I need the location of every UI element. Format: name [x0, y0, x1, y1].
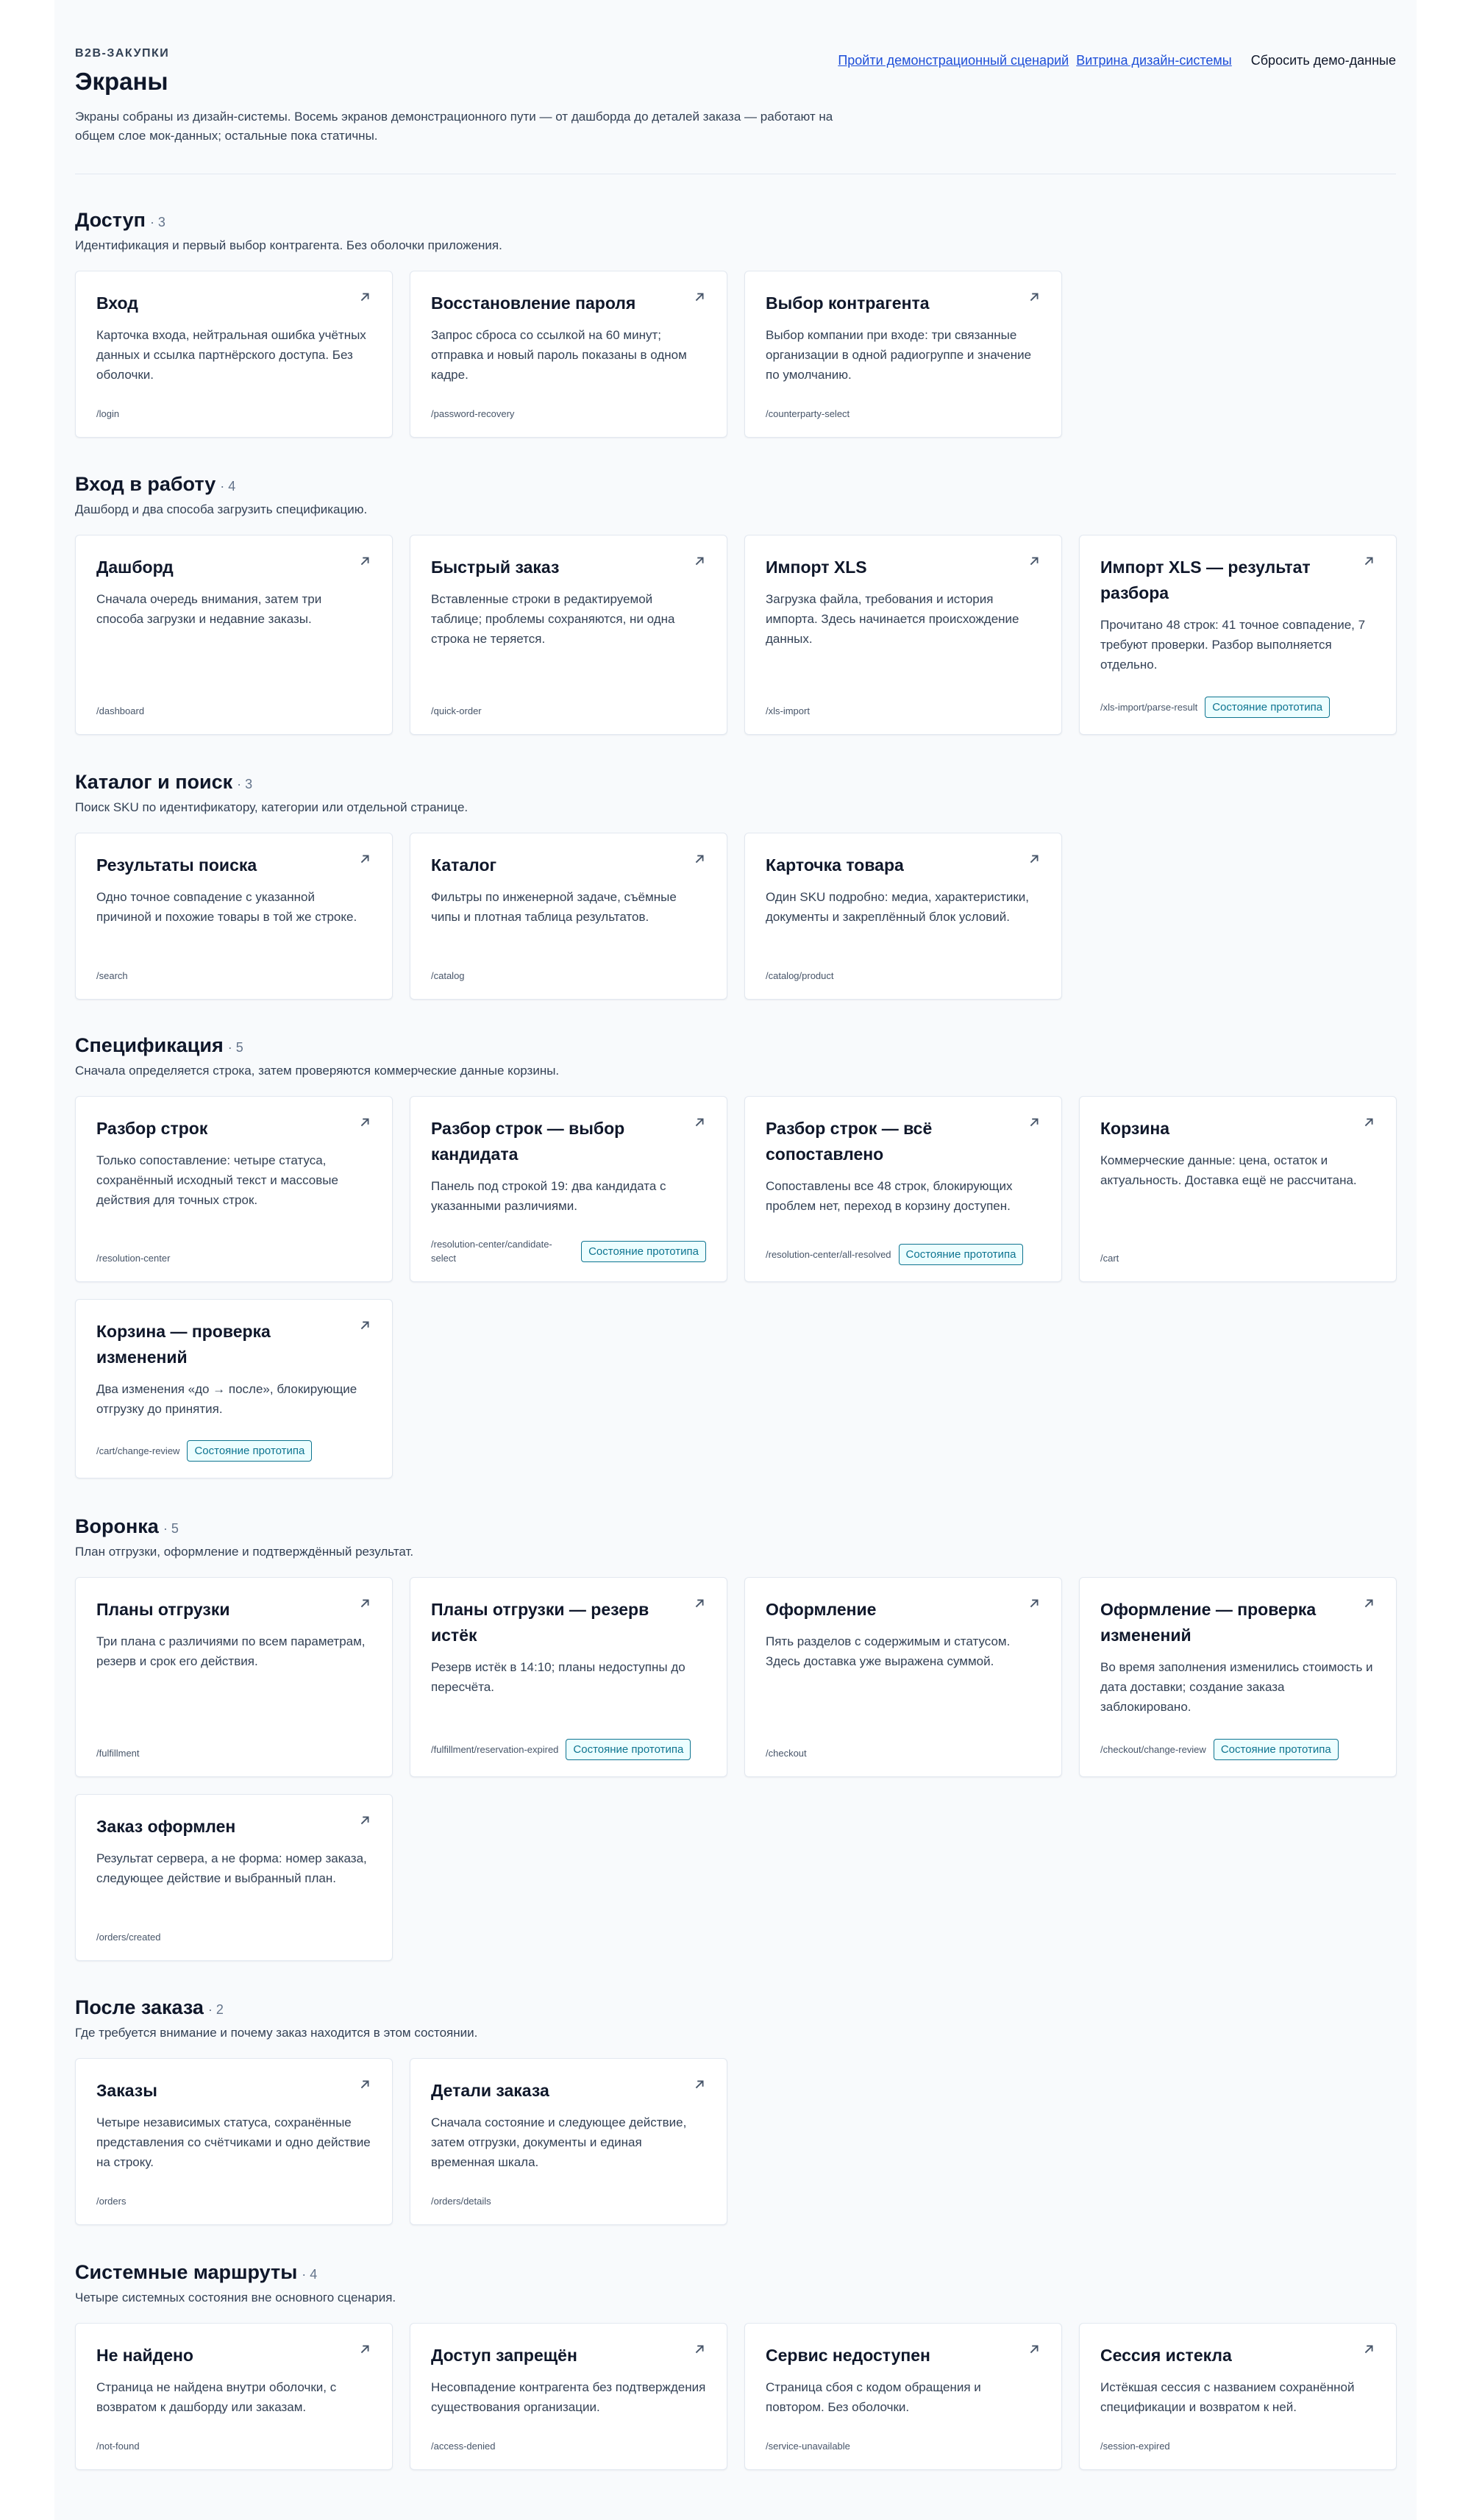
screen-card-not-found[interactable]: [75, 2323, 393, 2470]
card-title: Заказы: [96, 2081, 157, 2100]
card-footer: [431, 406, 706, 421]
card-title: Разбор строк — всё сопоставлено: [766, 1119, 933, 1164]
card-description: Страница сбоя с кодом обращения и повтором. Без оболочки.: [766, 2380, 981, 2414]
screen-card-password-recovery[interactable]: [410, 271, 727, 438]
card-title: Сессия истекла: [1100, 2346, 1232, 2365]
section-count: · 3: [237, 777, 253, 791]
prototype-state-badge: Состояние прототипа: [187, 1440, 312, 1462]
card-route: /orders/details: [431, 2195, 491, 2207]
card-grid: [75, 271, 1396, 438]
arrow-up-right-icon: [357, 2076, 373, 2093]
card-route: /service-unavailable: [766, 2440, 850, 2452]
section-count: · 5: [227, 1040, 243, 1055]
prototype-state-badge: Состояние прототипа: [581, 1241, 706, 1262]
section-title-text: Вход в работу: [75, 473, 216, 495]
arrow-up-right-icon: [691, 1114, 708, 1131]
card-footer: [96, 406, 371, 421]
arrow-up-right-icon: [691, 1595, 708, 1612]
screen-card-cart[interactable]: [1079, 1096, 1397, 1282]
card-footer: [1100, 1739, 1375, 1760]
card-footer: [1100, 2438, 1375, 2453]
arrow-up-right-icon: [1026, 2341, 1042, 2357]
card-footer: [766, 703, 1041, 718]
arrow-up-right-icon: [1361, 1114, 1377, 1131]
section-description: План отгрузки, оформление и подтверждённый результат.: [75, 1545, 414, 1559]
card-footer: [96, 968, 371, 983]
card-description: Четыре независимых статуса, сохранённые представления со счётчиками и одно действие на строку.: [96, 2115, 371, 2169]
card-route: /counterparty-select: [766, 407, 850, 419]
card-footer: [1100, 697, 1375, 718]
screen-card-counterparty-select[interactable]: [744, 271, 1062, 438]
section-title: [75, 771, 1396, 794]
section-count: · 4: [220, 479, 236, 494]
card-description: Пять разделов с содержимым и статусом. Здесь доставка уже выражена суммой.: [766, 1634, 1011, 1668]
card-description: Два изменения «до → после», блокирующие отгрузку до принятия.: [96, 1382, 357, 1416]
section-title: [75, 209, 1396, 232]
card-route: /checkout: [766, 1747, 807, 1759]
section-title-text: Системные маршруты: [75, 2261, 298, 2283]
card-title: Выбор контрагента: [766, 293, 930, 313]
card-title: Разбор строк: [96, 1119, 208, 1138]
screen-card-checkout[interactable]: [744, 1577, 1062, 1777]
screen-card-dashboard[interactable]: [75, 535, 393, 735]
card-description: Запрос сброса со ссылкой на 60 минут; отправка и новый пароль показаны в одном кадре.: [431, 328, 687, 382]
card-route: /orders/created: [96, 1931, 161, 1943]
card-title: Импорт XLS: [766, 558, 867, 577]
section-count: · 3: [149, 215, 165, 229]
prototype-state-badge: Состояние прототипа: [899, 1244, 1024, 1265]
header-actions: [830, 53, 1396, 68]
card-grid: [75, 535, 1396, 735]
card-route: /fulfillment: [96, 1747, 140, 1759]
demo-scenario-link[interactable]: Пройти демонстрационный сценарий: [838, 53, 1069, 68]
section-title-text: Доступ: [75, 209, 146, 231]
card-title: Дашборд: [96, 558, 174, 577]
section-title: [75, 1515, 1396, 1538]
card-description: Истёкшая сессия с названием сохранённой спецификации и возвратом к ней.: [1100, 2380, 1355, 2414]
card-footer: [766, 968, 1041, 983]
section-description: Дашборд и два способа загрузить спецификацию.: [75, 502, 368, 516]
screen-card-quick-order[interactable]: [410, 535, 727, 735]
arrow-up-right-icon: [357, 553, 373, 569]
card-route: /resolution-center/candidate-select: [431, 1239, 552, 1264]
arrow-up-right-icon: [1026, 1595, 1042, 1612]
section-specification: [75, 1034, 1396, 1478]
card-title: Каталог: [431, 855, 497, 875]
card-route: /resolution-center: [96, 1252, 171, 1264]
section-count: · 2: [207, 2002, 224, 2017]
design-system-link[interactable]: Витрина дизайн-системы: [1076, 53, 1232, 68]
arrow-up-right-icon: [691, 2341, 708, 2357]
section-title: [75, 2261, 1396, 2284]
card-footer: [766, 1745, 1041, 1760]
card-route: /not-found: [96, 2440, 140, 2452]
card-route: /cart/change-review: [96, 1445, 180, 1456]
prototype-state-badge: Состояние прототипа: [566, 1739, 691, 1760]
arrow-up-right-icon: [1361, 1595, 1377, 1612]
card-title: Оформление: [766, 1600, 877, 1619]
card-grid: [75, 2058, 1396, 2225]
section-description: Четыре системных состояния вне основного сценария.: [75, 2291, 396, 2304]
card-title: Карточка товара: [766, 855, 904, 875]
screen-card-xls-parse-result[interactable]: [1079, 535, 1397, 735]
card-description: Во время заполнения изменились стоимость и дата доставки; создание заказа заблокировано.: [1100, 1660, 1373, 1714]
arrow-up-right-icon: [1026, 1114, 1042, 1131]
card-route: /checkout/change-review: [1100, 1744, 1206, 1755]
section-title: [75, 1034, 1396, 1057]
section-catalog-search: [75, 771, 1396, 1000]
arrow-up-right-icon: [357, 1317, 373, 1334]
card-footer: [431, 1237, 706, 1265]
card-route: /xls-import/parse-result: [1100, 702, 1198, 713]
screen-card-orders[interactable]: [75, 2058, 393, 2225]
card-title: Детали заказа: [431, 2081, 549, 2100]
card-footer: [96, 1745, 371, 1760]
card-footer: [431, 1739, 706, 1760]
card-title: Оформление — проверка изменений: [1100, 1600, 1317, 1645]
card-footer: [431, 2193, 706, 2208]
card-grid: [75, 1096, 1396, 1478]
card-description: Коммерческие данные: цена, остаток и актуальность. Доставка ещё не рассчитана.: [1100, 1153, 1357, 1187]
card-title: Планы отгрузки — резерв истёк: [431, 1600, 649, 1645]
card-footer: [766, 2438, 1041, 2453]
prototype-state-badge: Состояние прототипа: [1205, 697, 1330, 718]
screen-card-order-details[interactable]: [410, 2058, 727, 2225]
card-footer: [96, 1250, 371, 1265]
screen-card-catalog[interactable]: [410, 833, 727, 1000]
section-title-text: Каталог и поиск: [75, 771, 233, 793]
reset-demo-button[interactable]: Сбросить демо-данные: [1250, 53, 1396, 68]
card-description: Вставленные строки в редактируемой таблице; проблемы сохраняются, ни одна строка не теряется.: [431, 592, 675, 646]
prototype-state-badge: Состояние прототипа: [1214, 1739, 1339, 1760]
screen-card-checkout-change-review[interactable]: [1079, 1577, 1397, 1777]
arrow-up-right-icon: [1361, 553, 1377, 569]
section-system-routes: [75, 2261, 1396, 2470]
card-title: Быстрый заказ: [431, 558, 560, 577]
card-title: Вход: [96, 293, 138, 313]
screen-card-session-expired[interactable]: [1079, 2323, 1397, 2470]
arrow-up-right-icon: [1026, 851, 1042, 867]
card-footer: [431, 703, 706, 718]
card-footer: [96, 2438, 371, 2453]
card-route: /cart: [1100, 1252, 1119, 1264]
card-description: Несовпадение контрагента без подтверждения существования организации.: [431, 2380, 706, 2414]
section-count: · 4: [302, 2267, 318, 2282]
screen-card-all-resolved[interactable]: [744, 1096, 1062, 1282]
card-title: Сервис недоступен: [766, 2346, 930, 2365]
screen-card-order-created[interactable]: [75, 1794, 393, 1961]
card-description: Загрузка файла, требования и история импорта. Здесь начинается происхождение данных.: [766, 592, 1019, 646]
section-title-text: Воронка: [75, 1515, 159, 1537]
section-description: Идентификация и первый выбор контрагента. Без оболочки приложения.: [75, 238, 502, 252]
card-route: /catalog: [431, 969, 465, 981]
card-title: Не найдено: [96, 2346, 193, 2365]
section-title-text: Спецификация: [75, 1034, 224, 1056]
card-description: Панель под строкой 19: два кандидата с указанными различиями.: [431, 1179, 666, 1213]
arrow-up-right-icon: [357, 289, 373, 305]
card-description: Одно точное совпадение с указанной причиной и похожие товары в той же строке.: [96, 890, 357, 924]
screen-card-cart-change-review[interactable]: [75, 1299, 393, 1478]
card-route: /resolution-center/all-resolved: [766, 1249, 891, 1260]
card-route: /session-expired: [1100, 2440, 1170, 2452]
card-footer: [96, 1929, 371, 1944]
card-description: Прочитано 48 строк: 41 точное совпадение, 7 требуют проверки. Разбор выполняется отдельно.: [1100, 618, 1366, 672]
card-footer: [766, 1244, 1041, 1265]
page-header: [75, 0, 1396, 175]
section-title: [75, 1996, 1396, 2019]
eyebrow: B2B-ЗАКУПКИ: [75, 47, 170, 60]
card-description: Сопоставлены все 48 строк, блокирующих проблем нет, переход в корзину доступен.: [766, 1179, 1013, 1213]
screen-card-search-results[interactable]: [75, 833, 393, 1000]
screen-card-resolution-center[interactable]: [75, 1096, 393, 1282]
screen-card-product[interactable]: [744, 833, 1062, 1000]
card-title: Результаты поиска: [96, 855, 257, 875]
screen-card-fulfillment[interactable]: [75, 1577, 393, 1777]
card-title: Заказ оформлен: [96, 1817, 236, 1836]
arrow-up-right-icon: [357, 1114, 373, 1131]
card-title: Корзина: [1100, 1119, 1170, 1138]
card-title: Планы отгрузки: [96, 1600, 230, 1619]
arrow-up-right-icon: [357, 1595, 373, 1612]
section-getting-started: [75, 473, 1396, 735]
section-description: Поиск SKU по идентификатору, категории или отдельной странице.: [75, 800, 469, 814]
card-title: Разбор строк — выбор кандидата: [431, 1119, 625, 1164]
card-title: Корзина — проверка изменений: [96, 1322, 271, 1367]
card-title: Доступ запрещён: [431, 2346, 577, 2365]
card-route: /quick-order: [431, 705, 482, 716]
card-description: Карточка входа, нейтральная ошибка учётных данных и ссылка партнёрского доступа. Без оболочки.: [96, 328, 366, 382]
card-footer: [1100, 1250, 1375, 1265]
card-footer: [431, 2438, 706, 2453]
card-route: /orders: [96, 2195, 127, 2207]
arrow-up-right-icon: [1026, 289, 1042, 305]
page-container: [54, 0, 1417, 2520]
card-title: Восстановление пароля: [431, 293, 636, 313]
section-description: Где требуется внимание и почему заказ находится в этом состоянии.: [75, 2026, 478, 2040]
section-after-order: [75, 1996, 1396, 2225]
card-description: Резерв истёк в 14:10; планы недоступны до пересчёта.: [431, 1660, 685, 1694]
content-wrapper: [75, 0, 1396, 2452]
screen-card-access-denied[interactable]: [410, 2323, 727, 2470]
card-description: Только сопоставление: четыре статуса, сохранённый исходный текст и массовые действия для точных строк.: [96, 1153, 338, 1207]
page-title: Экраны: [75, 68, 168, 95]
card-route: /xls-import: [766, 705, 810, 716]
arrow-up-right-icon: [357, 1812, 373, 1829]
card-description: Страница не найдена внутри оболочки, с возвратом к дашборду или заказам.: [96, 2380, 337, 2414]
screen-card-login[interactable]: [75, 271, 393, 438]
card-footer: [96, 703, 371, 718]
card-title: Импорт XLS — результат разбора: [1100, 558, 1311, 602]
card-description: Выбор компании при входе: три связанные организации в одной радиогруппе и значение по умолчанию.: [766, 328, 1032, 382]
card-grid: [75, 1577, 1396, 1961]
card-description: Сначала состояние и следующее действие, затем отгрузки, документы и единая временная шкала.: [431, 2115, 687, 2169]
card-description: Три плана с различиями по всем параметрам, резерв и срок его действия.: [96, 1634, 366, 1668]
card-footer: [431, 968, 706, 983]
arrow-up-right-icon: [1026, 553, 1042, 569]
card-footer: [766, 406, 1041, 421]
arrow-up-right-icon: [691, 553, 708, 569]
section-funnel: [75, 1515, 1396, 1961]
card-route: /search: [96, 969, 128, 981]
card-route: /password-recovery: [431, 407, 515, 419]
arrow-up-right-icon: [357, 2341, 373, 2357]
section-description: Сначала определяется строка, затем проверяются коммерческие данные корзины.: [75, 1064, 560, 1078]
card-route: /login: [96, 407, 120, 419]
card-route: /dashboard: [96, 705, 145, 716]
card-footer: [96, 1440, 371, 1462]
card-grid: [75, 2323, 1396, 2470]
section-count: · 5: [163, 1521, 179, 1536]
page-description: Экраны собраны из дизайн-системы. Восемь экранов демонстрационного пути — от дашборда до деталей заказа — работают на общем слое мок-данных; остальные пока статичны.: [75, 110, 833, 143]
screen-card-xls-import[interactable]: [744, 535, 1062, 735]
screen-card-candidate-select[interactable]: [410, 1096, 727, 1282]
arrow-up-right-icon: [691, 2076, 708, 2093]
arrow-up-right-icon: [1361, 2341, 1377, 2357]
card-description: Результат сервера, а не форма: номер заказа, следующее действие и выбранный план.: [96, 1851, 367, 1885]
screen-card-reservation-expired[interactable]: [410, 1577, 727, 1777]
section-title: [75, 473, 1396, 496]
arrow-up-right-icon: [691, 289, 708, 305]
card-description: Сначала очередь внимания, затем три способа загрузки и недавние заказы.: [96, 592, 322, 626]
arrow-up-right-icon: [691, 851, 708, 867]
card-route: /catalog/product: [766, 969, 834, 981]
card-footer: [96, 2193, 371, 2208]
screen-card-service-unavailable[interactable]: [744, 2323, 1062, 2470]
section-title-text: После заказа: [75, 1996, 204, 2018]
card-route: /fulfillment/reservation-expired: [431, 1744, 559, 1755]
card-route: /access-denied: [431, 2440, 496, 2452]
card-description: Один SKU подробно: медиа, характеристики, документы и закреплённый блок условий.: [766, 890, 1030, 924]
section-access: [75, 209, 1396, 438]
card-grid: [75, 833, 1396, 1000]
arrow-up-right-icon: [357, 851, 373, 867]
card-description: Фильтры по инженерной задаче, съёмные чипы и плотная таблица результатов.: [431, 890, 677, 924]
